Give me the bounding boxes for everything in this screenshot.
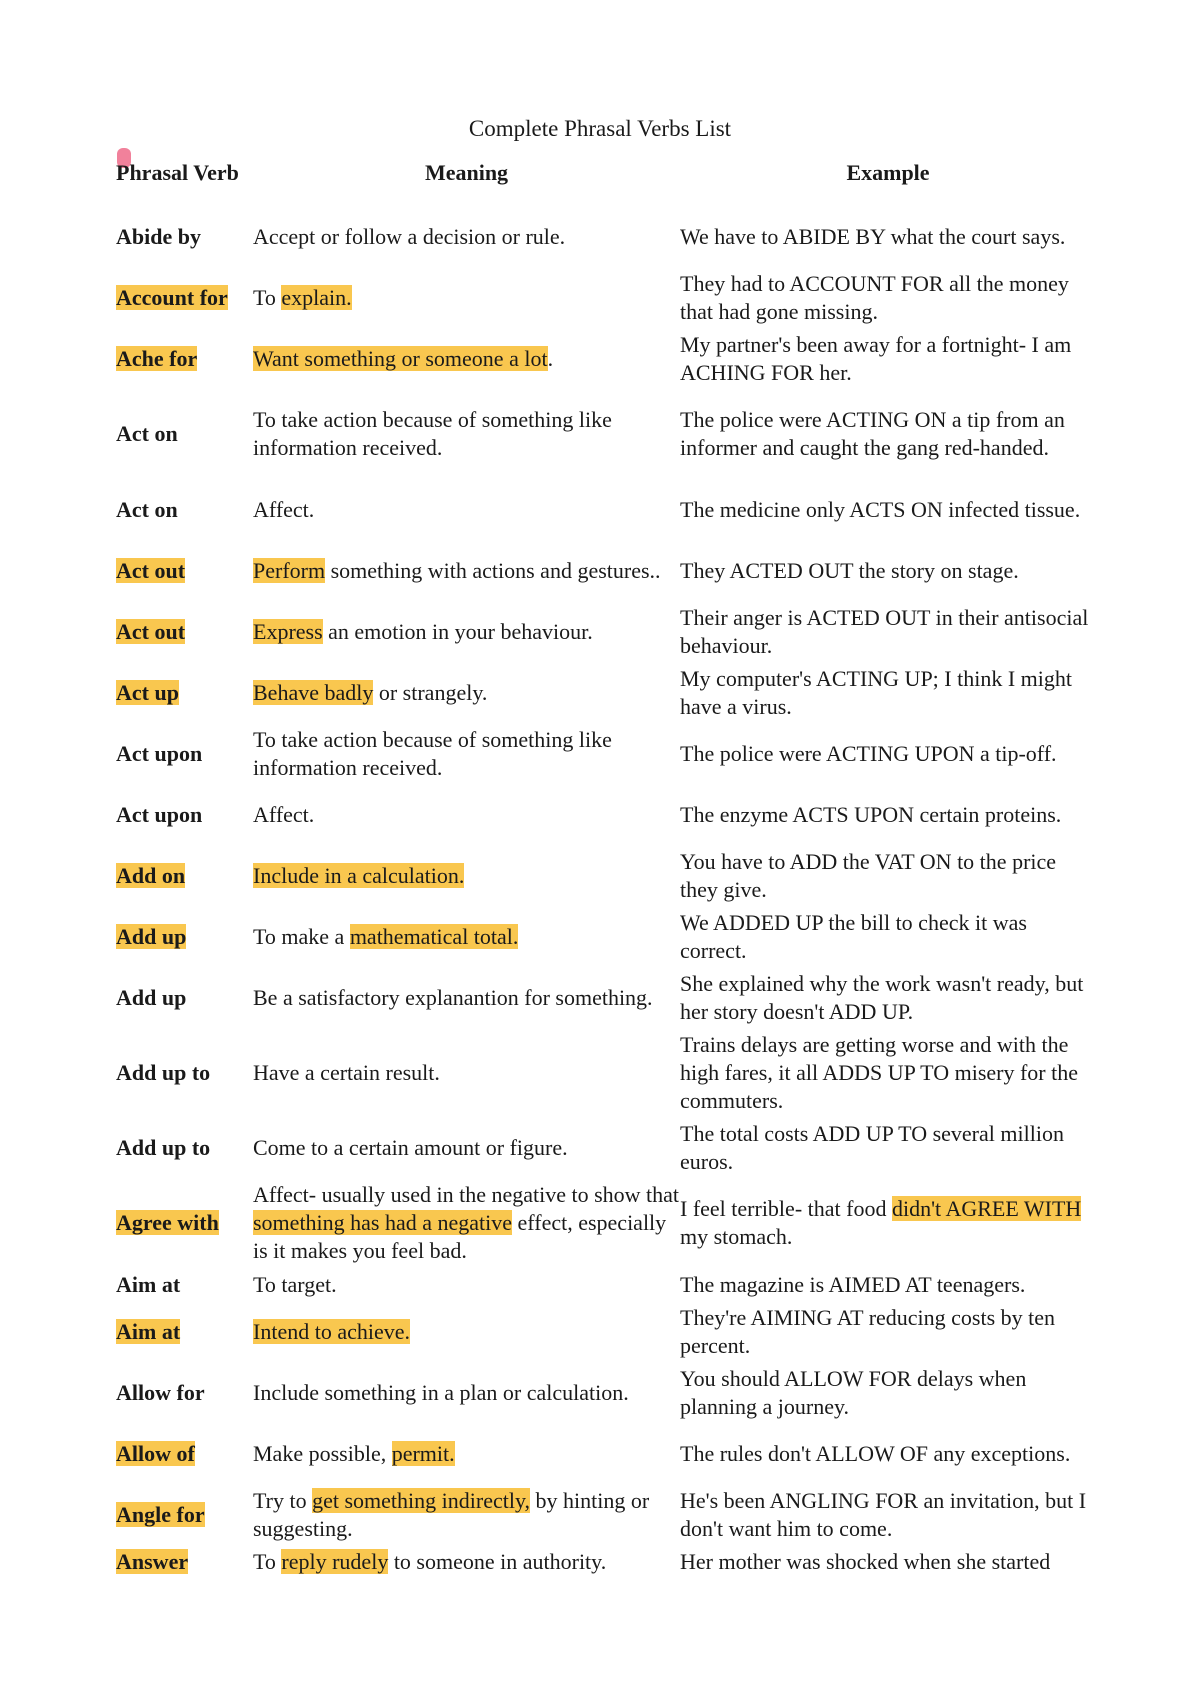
example-cell: [680, 784, 1096, 845]
cell-text: The police were ACTING UPON a tip-off.: [680, 740, 1057, 766]
cell-text: My computer's ACTING UP; I think I might have a virus.: [680, 665, 1073, 719]
cell-text: The total costs ADD UP TO several million euros.: [680, 1120, 1064, 1174]
highlighted-text: Want something or someone a lot: [253, 345, 548, 371]
header-meaning: Meaning: [424, 160, 509, 185]
highlighted-text: Allow of: [116, 1440, 195, 1466]
cell-text: Be a satisfactory explanantion for something.: [253, 984, 653, 1010]
cell-text: To target.: [253, 1271, 337, 1297]
highlighted-text: Agree with: [116, 1210, 219, 1235]
phrasal-verb-cell: [116, 662, 253, 723]
cell-text: We have to ABIDE BY what the court says.: [680, 223, 1066, 249]
example-cell: [680, 1484, 1096, 1545]
phrasal-verb-cell: [116, 540, 253, 601]
cell-text: Make possible,: [253, 1440, 392, 1466]
phrasal-verb-cell: [116, 1117, 253, 1178]
example-cell: [680, 267, 1096, 328]
example-cell: [680, 389, 1096, 479]
phrasal-verb-cell: [116, 1028, 253, 1117]
meaning-cell: [253, 206, 680, 267]
table-row: [116, 1423, 1096, 1484]
cell-text: Come to a certain amount or figure.: [253, 1134, 568, 1160]
table-row: [116, 723, 1096, 784]
table-row: [116, 479, 1096, 540]
cell-text: by hinting or suggesting.: [253, 1487, 650, 1541]
cell-text: To take action because of something like information received.: [253, 726, 612, 780]
highlighted-text: Behave badly: [253, 679, 374, 705]
phrasal-verb-cell: [116, 267, 253, 328]
highlighted-text: Answer: [116, 1548, 189, 1574]
meaning-cell: [253, 479, 680, 540]
table-row: [116, 601, 1096, 662]
phrasal-verb-cell: [116, 784, 253, 845]
table-row: [116, 1484, 1096, 1545]
example-cell: [680, 1362, 1096, 1423]
cell-text: To: [253, 284, 282, 310]
meaning-cell: [253, 267, 680, 328]
example-cell: [680, 1301, 1096, 1362]
cell-text: The medicine only ACTS ON infected tissue.: [680, 496, 1081, 522]
cell-text: The enzyme ACTS UPON certain proteins.: [680, 801, 1062, 827]
highlighted-text: Include in a calculation.: [253, 862, 465, 888]
cell-text: Have a certain result.: [253, 1059, 440, 1085]
table-row: [116, 1362, 1096, 1423]
table-row: [116, 389, 1096, 479]
example-cell: [680, 1545, 1096, 1578]
cell-text: an emotion in your behaviour.: [322, 618, 593, 644]
table-row: [116, 267, 1096, 328]
highlighted-text: reply rudely: [281, 1548, 389, 1574]
meaning-cell: [253, 601, 680, 662]
table-row: [116, 845, 1096, 906]
cell-text: The magazine is AIMED AT teenagers.: [680, 1271, 1026, 1297]
cell-text: Act upon: [116, 801, 203, 827]
table-row: [116, 540, 1096, 601]
example-cell: [680, 1178, 1096, 1268]
table-row: [116, 1301, 1096, 1362]
example-cell: [680, 662, 1096, 723]
cell-text: To make a: [253, 923, 350, 949]
example-cell: [680, 723, 1096, 784]
table-row: [116, 1178, 1096, 1268]
phrasal-verb-cell: [116, 479, 253, 540]
cell-text: I feel terrible- that food: [680, 1196, 892, 1221]
meaning-cell: [253, 1117, 680, 1178]
phrasal-verb-cell: [116, 723, 253, 784]
cell-text: Accept or follow a decision or rule.: [253, 223, 566, 249]
phrasal-verb-cell: [116, 845, 253, 906]
cell-text: He's been ANGLING FOR an invitation, but I don't want him to come.: [680, 1487, 1087, 1541]
cell-text: Affect- usually used in the negative to show that: [253, 1182, 680, 1207]
example-cell: [680, 540, 1096, 601]
cell-text: effect, especially is it makes you feel bad.: [253, 1210, 667, 1263]
cell-text: They're AIMING AT reducing costs by ten percent.: [680, 1304, 1056, 1358]
meaning-cell: [253, 1484, 680, 1545]
cell-text: Include something in a plan or calculation.: [253, 1379, 629, 1405]
cell-text: Act on: [116, 421, 178, 446]
example-cell: [680, 328, 1096, 389]
example-cell: [680, 906, 1096, 967]
phrasal-verb-cell: [116, 1484, 253, 1545]
meaning-cell: [253, 1423, 680, 1484]
phrasal-verb-cell: [116, 1362, 253, 1423]
table-row: [116, 1028, 1096, 1117]
cell-text: Add up: [116, 984, 187, 1010]
highlighted-text: permit.: [391, 1440, 455, 1466]
cell-text: You should ALLOW FOR delays when planning a journey.: [680, 1365, 1027, 1419]
phrasal-verb-cell: [116, 1301, 253, 1362]
meaning-cell: [253, 1301, 680, 1362]
highlighted-text: mathematical total.: [349, 923, 519, 949]
cell-text: or strangely.: [373, 679, 488, 705]
cell-text: You have to ADD the VAT ON to the price they give.: [680, 848, 1057, 902]
table-row: [116, 967, 1096, 1028]
phrasal-verb-cell: [116, 206, 253, 267]
table-row: [116, 1545, 1096, 1578]
highlighted-text: Ache for: [116, 345, 198, 371]
cell-text: They ACTED OUT the story on stage.: [680, 557, 1019, 583]
highlighted-text: didn't AGREE WITH: [891, 1196, 1082, 1221]
highlighted-text: Add up: [116, 923, 187, 949]
phrasal-verb-cell: [116, 1545, 253, 1578]
highlighted-text: explain.: [281, 284, 352, 310]
phrasal-verb-cell: [116, 1268, 253, 1301]
meaning-cell: [253, 723, 680, 784]
meaning-cell: [253, 540, 680, 601]
table-row: [116, 328, 1096, 389]
example-cell: [680, 1268, 1096, 1301]
cell-text: We ADDED UP the bill to check it was correct.: [680, 909, 1027, 963]
highlighted-text: something has had a negative: [253, 1210, 513, 1235]
phrasal-verb-cell: [116, 967, 253, 1028]
meaning-cell: [253, 967, 680, 1028]
table-row: [116, 906, 1096, 967]
highlighted-text: Act out: [116, 557, 186, 583]
meaning-cell: [253, 1362, 680, 1423]
cell-text: Trains delays are getting worse and with the high fares, it all ADDS UP TO misery for the commuters.: [680, 1031, 1078, 1113]
header-example: Example: [846, 160, 930, 185]
cell-text: Add up to: [116, 1059, 211, 1085]
cell-text: Her mother was shocked when she started: [680, 1548, 1051, 1574]
phrasal-verb-cell: [116, 906, 253, 967]
cell-text: my stomach.: [680, 1224, 793, 1249]
example-cell: [680, 845, 1096, 906]
highlighted-text: Act out: [116, 618, 186, 644]
meaning-cell: [253, 906, 680, 967]
highlighted-text: Aim at: [116, 1318, 181, 1344]
cell-text: Affect.: [253, 496, 315, 522]
cell-text: something with actions and gestures..: [325, 557, 661, 583]
phrasal-verb-cell: [116, 328, 253, 389]
example-cell: [680, 601, 1096, 662]
table-row: [116, 662, 1096, 723]
highlighted-text: Intend to achieve.: [253, 1318, 410, 1344]
example-cell: [680, 206, 1096, 267]
phrasal-verb-cell: [116, 1178, 253, 1268]
meaning-cell: [253, 1545, 680, 1578]
cell-text: My partner's been away for a fortnight- I am ACHING FOR her.: [680, 331, 1072, 385]
cell-text: The rules don't ALLOW OF any exceptions.: [680, 1440, 1071, 1466]
meaning-cell: [253, 1268, 680, 1301]
cell-text: to someone in authority.: [388, 1548, 607, 1574]
cell-text: Affect.: [253, 801, 315, 827]
cell-text: Allow for: [116, 1379, 205, 1405]
meaning-cell: [253, 1178, 680, 1268]
phrasal-verb-cell: [116, 601, 253, 662]
cell-text: To take action because of something like information received.: [253, 407, 612, 460]
cell-text: .: [547, 345, 554, 371]
meaning-cell: [253, 845, 680, 906]
cell-text: The police were ACTING ON a tip from an informer and caught the gang red-handed.: [680, 407, 1065, 460]
cell-text: Act upon: [116, 740, 203, 766]
cell-text: They had to ACCOUNT FOR all the money that had gone missing.: [680, 270, 1069, 324]
example-cell: [680, 1423, 1096, 1484]
meaning-cell: [253, 662, 680, 723]
meaning-cell: [253, 784, 680, 845]
cell-text: Act on: [116, 496, 178, 522]
meaning-cell: [253, 328, 680, 389]
highlighted-text: get something indirectly,: [312, 1487, 531, 1513]
table-header-row: [116, 140, 1096, 206]
example-cell: [680, 479, 1096, 540]
example-cell: [680, 967, 1096, 1028]
document-title: Complete Phrasal Verbs List: [468, 116, 732, 141]
meaning-cell: [253, 389, 680, 479]
table-row: [116, 1117, 1096, 1178]
phrasal-verb-cell: [116, 1423, 253, 1484]
example-cell: [680, 1117, 1096, 1178]
cell-text: Add up to: [116, 1134, 211, 1160]
meaning-cell: [253, 1028, 680, 1117]
cell-text: To: [253, 1548, 282, 1574]
highlighted-text: Angle for: [116, 1501, 205, 1527]
phrasal-verb-cell: [116, 389, 253, 479]
table-row: [116, 784, 1096, 845]
cell-text: Try to: [253, 1487, 313, 1513]
example-cell: [680, 1028, 1096, 1117]
highlighted-text: Express: [253, 618, 323, 644]
phrasal-verbs-table: [116, 140, 1096, 1578]
cell-text: Aim at: [116, 1271, 181, 1297]
table-row: [116, 1268, 1096, 1301]
table-row: [116, 206, 1096, 267]
cell-text: She explained why the work wasn't ready, but her story doesn't ADD UP.: [680, 970, 1084, 1024]
cell-text: Their anger is ACTED OUT in their antisocial behaviour.: [680, 604, 1089, 658]
highlighted-text: Perform: [253, 557, 326, 583]
highlighted-text: Add on: [116, 862, 186, 888]
highlighted-text: Account for: [116, 284, 228, 310]
highlighted-text: Act up: [116, 679, 179, 705]
table-body: [116, 206, 1096, 1578]
cell-text: Abide by: [116, 223, 201, 249]
header-phrasal-verb: Phrasal Verb: [116, 160, 239, 185]
